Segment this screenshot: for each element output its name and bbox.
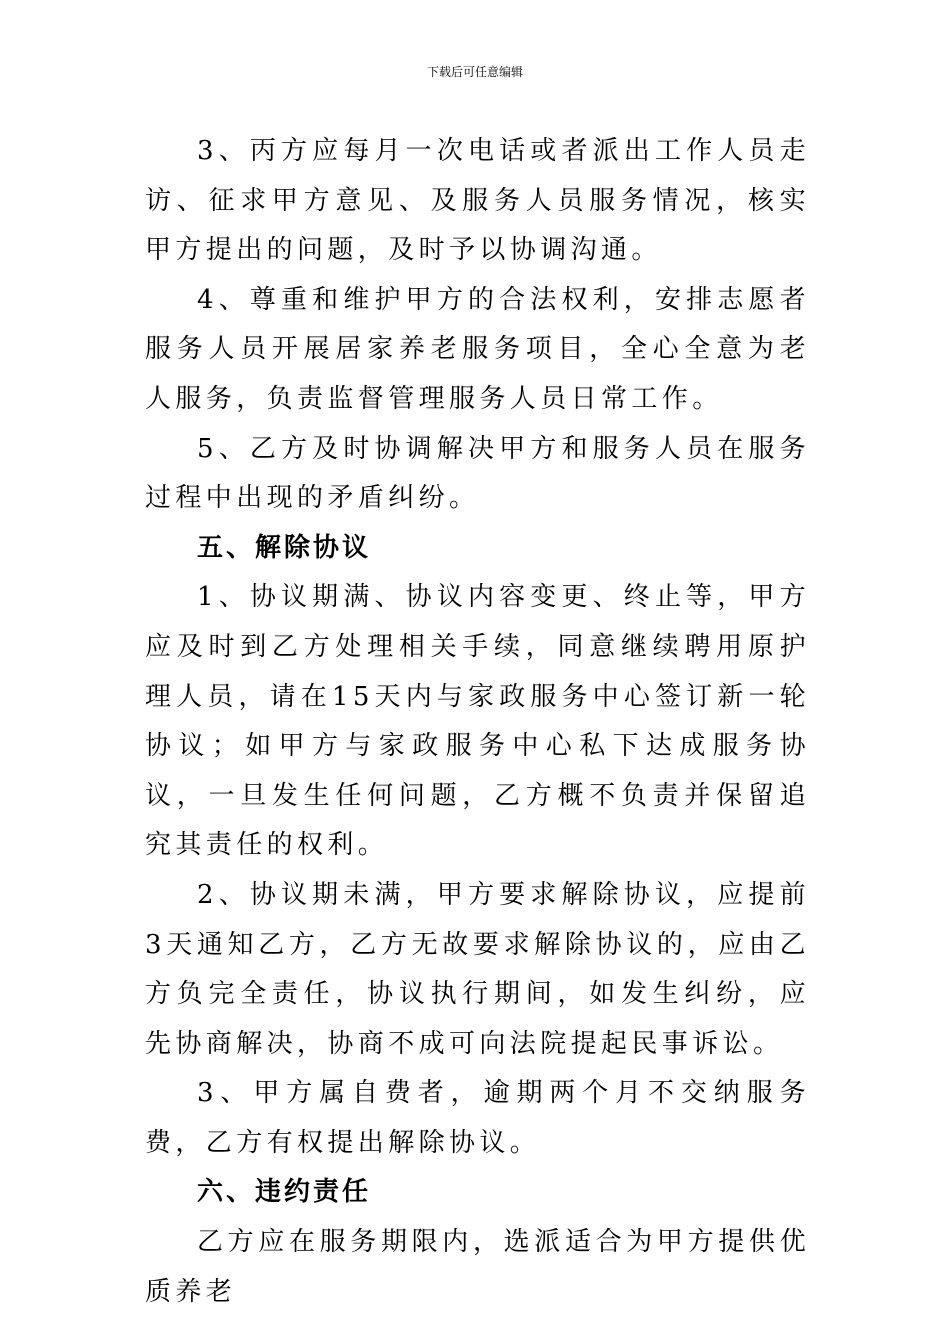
paragraph-termination-1: 1、协议期满、协议内容变更、终止等，甲方应及时到乙方处理相关手续，同意继续聘用原护理人员，请在15天内与家政服务中心签订新一轮协议；如甲方与家政服务中心私下达成服务协议，一旦发生任何问题，乙方概不负责并保留追究其责任的权利。 xyxy=(145,582,810,861)
page-header-note: 下载后可任意编辑 xyxy=(426,65,523,79)
paragraph-item-3-visit: 3、丙方应每月一次电话或者派出工作人员走访、征求甲方意见、及服务人员服务情况，核实甲方提出的问题，及时予以协调沟通。 xyxy=(145,136,810,266)
paragraph-termination-3: 3、甲方属自费者，逾期两个月不交纳服务费，乙方有权提出解除协议。 xyxy=(145,1078,810,1158)
paragraph-item-4-rights: 4、尊重和维护甲方的合法权利，安排志愿者服务人员开展居家养老服务项目，全心全意为老人服务，负责监督管理服务人员日常工作。 xyxy=(145,284,810,414)
paragraph-breach-1: 乙方应在服务期限内，选派适合为甲方提供优质养老 xyxy=(145,1227,810,1307)
document-body xyxy=(145,127,810,1317)
section-heading-breach: 六、违约责任 xyxy=(197,1177,372,1208)
section-heading-termination: 五、解除协议 xyxy=(197,532,372,563)
paragraph-termination-2: 2、协议期未满，甲方要求解除协议，应提前3天通知乙方，乙方无故要求解除协议的，应由乙方负完全责任，协议执行期间，如发生纠纷，应先协商解决，协商不成可向法院提起民事诉讼。 xyxy=(145,879,810,1059)
paragraph-item-5-disputes: 5、乙方及时协调解决甲方和服务人员在服务过程中出现的矛盾纠纷。 xyxy=(145,433,810,514)
